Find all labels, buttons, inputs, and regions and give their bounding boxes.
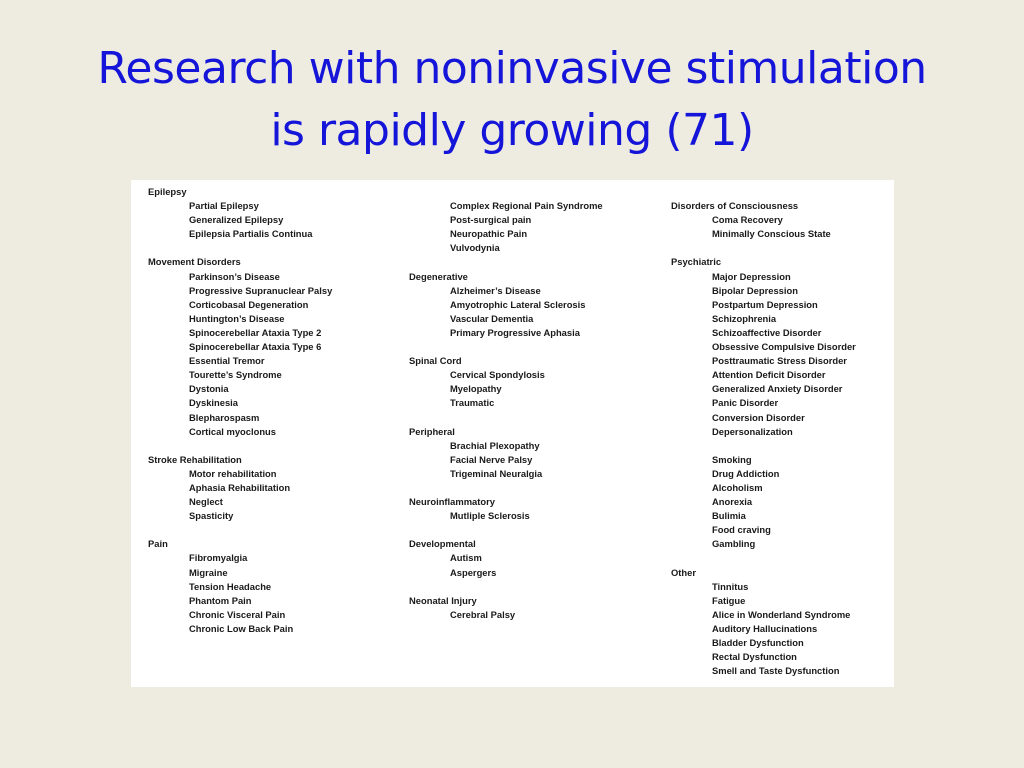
condition-item: Posttraumatic Stress Disorder [712, 355, 847, 367]
condition-item: Brachial Plexopathy [450, 439, 540, 451]
condition-item: Parkinson’s Disease [189, 270, 280, 282]
condition-item: Spasticity [189, 510, 234, 522]
spacer [409, 185, 649, 199]
column-3 [671, 185, 891, 678]
category-heading: Other [671, 566, 697, 578]
condition-item: Panic Disorder [712, 397, 779, 409]
category-heading: Neonatal Injury [409, 594, 477, 606]
spacer [671, 551, 891, 565]
category-heading: Spinal Cord [409, 355, 462, 367]
condition-item: Alice in Wonderland Syndrome [712, 608, 851, 620]
condition-item: Phantom Pain [189, 594, 252, 606]
spacer [148, 523, 398, 537]
condition-item: Trigeminal Neuralgia [450, 467, 543, 479]
condition-item: Progressive Supranuclear Palsy [189, 284, 333, 296]
condition-item: Chronic Low Back Pain [189, 622, 294, 634]
condition-item: Blepharospasm [189, 411, 260, 423]
category-heading: Peripheral [409, 425, 455, 437]
condition-item: Post-surgical pain [450, 214, 532, 226]
condition-item: Cerebral Palsy [450, 608, 516, 620]
condition-item: Schizophrenia [712, 312, 777, 324]
condition-item: Tourette’s Syndrome [189, 369, 282, 381]
spacer [148, 241, 398, 255]
column-2 [409, 185, 649, 622]
condition-item: Tinnitus [712, 580, 749, 592]
spacer [671, 185, 891, 199]
condition-item: Depersonalization [712, 425, 793, 437]
condition-item: Aphasia Rehabilitation [189, 481, 291, 493]
spacer [409, 340, 649, 354]
condition-item: Generalized Epilepsy [189, 214, 284, 226]
condition-item: Huntington’s Disease [189, 312, 285, 324]
condition-item: Cervical Spondylosis [450, 369, 545, 381]
condition-item: Alcoholism [712, 481, 763, 493]
condition-item: Generalized Anxiety Disorder [712, 383, 843, 395]
condition-item: Smoking [712, 453, 752, 465]
category-heading: Stroke Rehabilitation [148, 453, 242, 465]
condition-item: Vascular Dementia [450, 312, 534, 324]
condition-item: Aspergers [450, 566, 497, 578]
category-heading: Psychiatric [671, 256, 722, 268]
condition-item: Autism [450, 552, 482, 564]
spacer [148, 439, 398, 453]
spacer [671, 439, 891, 453]
condition-item: Obsessive Compulsive Disorder [712, 341, 856, 353]
category-heading: Degenerative [409, 270, 468, 282]
condition-item: Major Depression [712, 270, 791, 282]
category-heading: Pain [148, 538, 168, 550]
condition-item: Spinocerebellar Ataxia Type 6 [189, 341, 322, 353]
condition-item: Vulvodynia [450, 242, 500, 254]
condition-item: Smell and Taste Dysfunction [712, 665, 840, 677]
spacer [671, 241, 891, 255]
condition-item: Facial Nerve Palsy [450, 453, 533, 465]
category-heading: Movement Disorders [148, 256, 241, 268]
condition-item: Spinocerebellar Ataxia Type 2 [189, 326, 322, 338]
spacer [409, 580, 649, 594]
condition-item: Amyotrophic Lateral Sclerosis [450, 298, 586, 310]
condition-item: Dystonia [189, 383, 229, 395]
condition-item: Complex Regional Pain Syndrome [450, 200, 603, 212]
condition-item: Neuropathic Pain [450, 228, 528, 240]
condition-item: Bladder Dysfunction [712, 637, 804, 648]
condition-item: Motor rehabilitation [189, 467, 277, 479]
spacer [409, 411, 649, 425]
condition-item: Schizoaffective Disorder [712, 326, 822, 338]
condition-item: Food craving [712, 524, 771, 536]
category-heading: Developmental [409, 538, 476, 550]
condition-item: Epilepsia Partialis Continua [189, 228, 313, 240]
condition-item: Chronic Visceral Pain [189, 608, 286, 620]
spacer [409, 481, 649, 495]
condition-item: Neglect [189, 496, 223, 508]
condition-item: Fatigue [712, 594, 746, 606]
condition-item: Postpartum Depression [712, 298, 818, 310]
condition-item: Coma Recovery [712, 214, 783, 226]
condition-item: Attention Deficit Disorder [712, 369, 826, 381]
slide-title-line-2: is rapidly growing (71) [270, 105, 754, 156]
condition-item: Primary Progressive Aphasia [450, 326, 580, 338]
condition-item: Migraine [189, 566, 228, 578]
condition-item: Fibromyalgia [189, 552, 248, 564]
disease-list-panel [131, 180, 894, 687]
condition-item: Essential Tremor [189, 355, 265, 367]
condition-item: Auditory Hallucinations [712, 622, 818, 634]
category-heading: Disorders of Consciousness [671, 200, 799, 212]
spacer [409, 255, 649, 269]
condition-item: Cortical myoclonus [189, 425, 276, 437]
spacer [409, 523, 649, 537]
condition-item: Bulimia [712, 510, 746, 522]
condition-item: Minimally Conscious State [712, 228, 831, 240]
condition-item: Gambling [712, 538, 756, 550]
condition-item: Conversion Disorder [712, 411, 805, 423]
condition-item: Alzheimer’s Disease [450, 284, 541, 296]
condition-item: Mutliple Sclerosis [450, 510, 530, 522]
slide-title-line-1: Research with noninvasive stimulation [97, 43, 927, 94]
slide-title [0, 38, 1024, 162]
category-heading: Epilepsy [148, 186, 187, 197]
condition-item: Traumatic [450, 397, 495, 409]
condition-item: Drug Addiction [712, 467, 780, 479]
condition-item: Myelopathy [450, 383, 502, 395]
condition-item: Rectal Dysfunction [712, 651, 797, 663]
condition-item: Corticobasal Degeneration [189, 298, 309, 310]
column-1 [148, 185, 398, 636]
condition-item: Tension Headache [189, 580, 272, 592]
category-heading: Neuroinflammatory [409, 496, 495, 508]
condition-item: Dyskinesia [189, 397, 238, 409]
condition-item: Anorexia [712, 496, 753, 508]
condition-item: Partial Epilepsy [189, 200, 259, 212]
condition-item: Bipolar Depression [712, 284, 798, 296]
